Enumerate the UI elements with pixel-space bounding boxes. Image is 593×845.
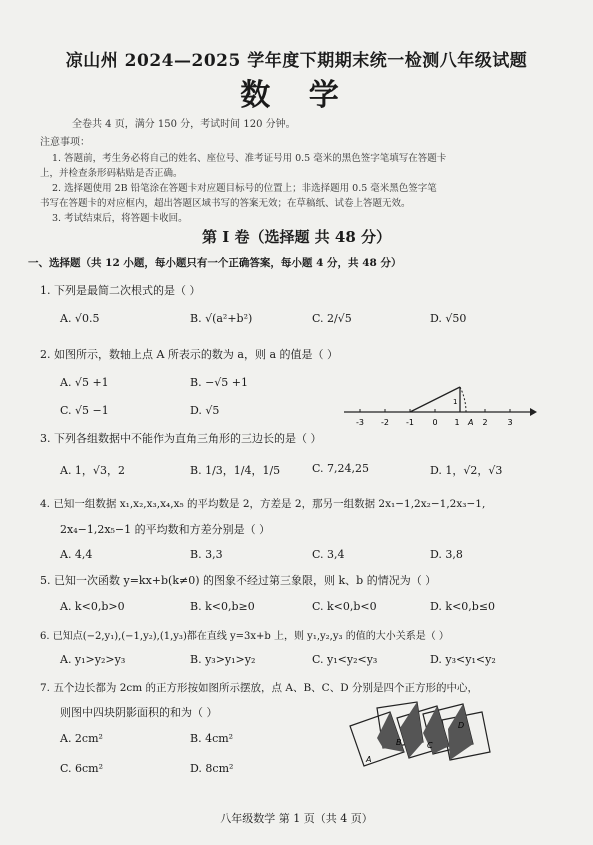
tick-label: 0 <box>432 418 438 427</box>
note-line: 1. 答题前，考生务必将自己的姓名、座位号、准考证号用 0.5 毫米的黑色签字笔填写在答题卡 <box>52 153 447 164</box>
q7-option-d: D. 8cm² <box>190 762 234 775</box>
q6-option-c: C. y₁<y₂<y₃ <box>312 653 378 666</box>
q4-option-c: C. 3,4 <box>312 548 345 561</box>
q2-option-b: B. −√5 +1 <box>190 376 249 389</box>
question-6: 6. 已知点(−2,y₁),(−1,y₂),(1,y₃)都在直线 y=3x+b 上，则 y₁,y₂,y₃ 的值的大小关系是（ ） <box>40 631 449 642</box>
tick-label: 2 <box>482 418 488 427</box>
tick-label: -3 <box>356 418 364 427</box>
question-4-cont: 2x₄−1,2x₅−1 的平均数和方差分别是（ ） <box>60 523 271 536</box>
q6-option-d: D. y₃<y₁<y₂ <box>430 653 496 666</box>
question-1: 1. 下列是最简二次根式的是（ ） <box>40 284 201 297</box>
note-line: 上，并检查条形码粘贴是否正确。 <box>40 168 183 179</box>
question-7-cont: 则图中四块阴影面积的和为（ ） <box>60 706 218 719</box>
q7-option-c: C. 6cm² <box>60 762 104 775</box>
q2-option-a: A. √5 +1 <box>60 376 109 389</box>
point-a-label: A <box>468 418 474 427</box>
note-line: 3. 考试结束后，将答题卡收回。 <box>52 213 188 224</box>
part-heading: 一、选择题（共 12 小题，每小题只有一个正确答案，每小题 4 分，共 48 分） <box>28 257 402 269</box>
question-7: 7. 五个边长都为 2cm 的正方形按如图所示摆放，点 A、B、C、D 分别是四个正方形的中心， <box>40 682 478 694</box>
number-line-figure <box>338 380 538 430</box>
square-label-c: C <box>427 741 433 750</box>
tick-label: 3 <box>507 418 513 427</box>
q4-option-d: D. 3,8 <box>430 548 463 561</box>
q2-option-d: D. √5 <box>190 404 220 417</box>
tick-label: 1 <box>454 418 460 427</box>
overlapping-squares-figure <box>344 700 526 790</box>
q5-option-a: A. k<0,b>0 <box>60 600 125 613</box>
note-line: 书写在答题卡的对应框内，超出答题区域书写的答案无效；在草稿纸、试卷上答题无效。 <box>40 198 411 209</box>
tick-label: -2 <box>381 418 389 427</box>
q5-option-c: C. k<0,b<0 <box>312 600 377 613</box>
section-heading: 第 Ⅰ 卷（选择题 共 48 分） <box>201 228 391 246</box>
q3-option-c: C. 7,24,25 <box>312 462 370 475</box>
q2-option-c: C. √5 −1 <box>60 404 109 417</box>
q6-option-b: B. y₃>y₁>y₂ <box>190 653 256 666</box>
q1-option-d: D. √50 <box>430 312 467 325</box>
tick-label: -1 <box>406 418 414 427</box>
q1-option-c: C. 2/√5 <box>312 312 352 325</box>
q3-option-d: D. 1，√2，√3 <box>430 464 503 477</box>
q5-option-d: D. k<0,b≤0 <box>430 600 496 613</box>
square-label-d: D <box>458 721 465 730</box>
notes-heading: 注意事项： <box>40 137 90 148</box>
note-line: 2. 选择题使用 2B 铅笔涂在答题卡对应题目标号的位置上；非选择题用 0.5 毫米黑色签字笔 <box>52 183 437 194</box>
q7-option-a: A. 2cm² <box>60 732 103 745</box>
q7-option-b: B. 4cm² <box>190 732 234 745</box>
question-4: 4. 已知一组数据 x₁,x₂,x₃,x₄,x₅ 的平均数是 2，方差是 2，那另一组数据 2x₁−1,2x₂−1,2x₃−1, <box>40 498 486 510</box>
question-2: 2. 如图所示，数轴上点 A 所表示的数为 a，则 a 的值是（ ） <box>40 348 339 361</box>
page-footer: 八年级数学 第 1 页（共 4 页） <box>220 812 373 825</box>
exam-title: 凉山州 2024—2025 学年度下期期末统一检测八年级试题 <box>65 51 528 71</box>
q4-option-b: B. 3,3 <box>190 548 223 561</box>
q6-option-a: A. y₁>y₂>y₃ <box>60 653 126 666</box>
q4-option-a: A. 4,4 <box>60 548 93 561</box>
subject-title: 数 学 <box>240 78 353 113</box>
exam-intro: 全卷共 4 页，满分 150 分，考试时间 120 分钟。 <box>72 119 296 130</box>
q3-option-a: A. 1，√3，2 <box>60 464 125 477</box>
square-label-b: B <box>396 738 402 747</box>
q1-option-a: A. √0.5 <box>60 312 100 325</box>
q5-option-b: B. k<0,b≥0 <box>190 600 255 613</box>
square-label-a: A <box>366 755 372 764</box>
q1-option-b: B. √(a²+b²) <box>190 312 253 325</box>
unit-label: 1 <box>453 398 458 406</box>
q3-option-b: B. 1/3，1/4，1/5 <box>190 464 281 477</box>
question-3: 3. 下列各组数据中不能作为直角三角形的三边长的是（ ） <box>40 432 322 445</box>
question-5: 5. 已知一次函数 y=kx+b(k≠0) 的图象不经过第三象限，则 k、b 的情况为（ ） <box>40 574 437 587</box>
